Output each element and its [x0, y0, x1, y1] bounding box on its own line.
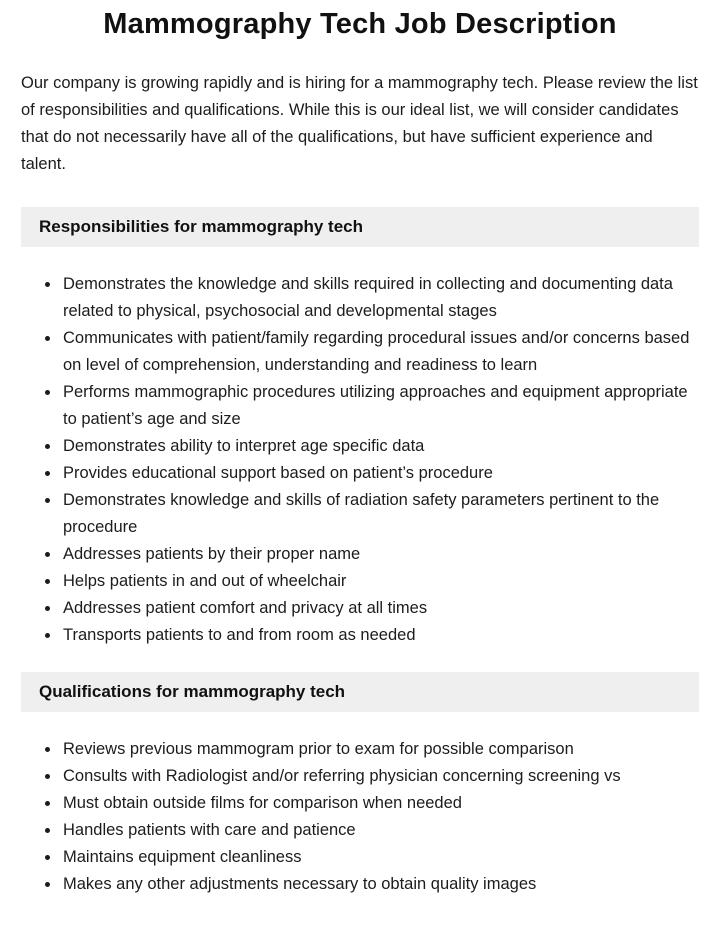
list-item: • Demonstrates knowledge and skills of radiation safety parameters pertinent to the procedure: [61, 487, 699, 541]
responsibilities-list: [21, 261, 699, 649]
list-item: • Makes any other adjustments necessary to obtain quality images: [61, 871, 699, 898]
list-item: • Handles patients with care and patience: [61, 817, 699, 844]
list-item: • Provides educational support based on patient’s procedure: [61, 460, 699, 487]
list-item: • Must obtain outside films for comparison when needed: [61, 790, 699, 817]
list-item: • Demonstrates ability to interpret age specific data: [61, 433, 699, 460]
qualifications-section: [21, 672, 699, 898]
responsibilities-section: [21, 207, 699, 649]
list-item: • Transports patients to and from room as needed: [61, 622, 699, 649]
list-item: • Demonstrates the knowledge and skills required in collecting and documenting data related to physical, psychosocial and developmental stages: [61, 271, 699, 325]
list-item: • Addresses patient comfort and privacy at all times: [61, 595, 699, 622]
responsibilities-section-header: Responsibilities for mammography tech: [21, 207, 699, 247]
list-item: • Reviews previous mammogram prior to exam for possible comparison: [61, 736, 699, 763]
list-item: • Addresses patients by their proper name: [61, 541, 699, 568]
list-item: • Maintains equipment cleanliness: [61, 844, 699, 871]
list-item: • Consults with Radiologist and/or referring physician concerning screening vs: [61, 763, 699, 790]
page-title: Mammography Tech Job Description: [103, 8, 617, 40]
qualifications-list: [21, 726, 699, 898]
list-item: • Performs mammographic procedures utilizing approaches and equipment appropriate to patient’s age and size: [61, 379, 699, 433]
intro-paragraph: Our company is growing rapidly and is hiring for a mammography tech. Please review the list of responsibilities and qualifications. While this is our ideal list, we will consider candidates that do not necessarily have all of the qualifications, but have sufficient experience and talent.: [21, 73, 698, 173]
list-item: • Helps patients in and out of wheelchair: [61, 568, 699, 595]
qualifications-section-header: Qualifications for mammography tech: [21, 672, 699, 712]
list-item: • Communicates with patient/family regarding procedural issues and/or concerns based on level of comprehension, understanding and readiness to learn: [61, 325, 699, 379]
